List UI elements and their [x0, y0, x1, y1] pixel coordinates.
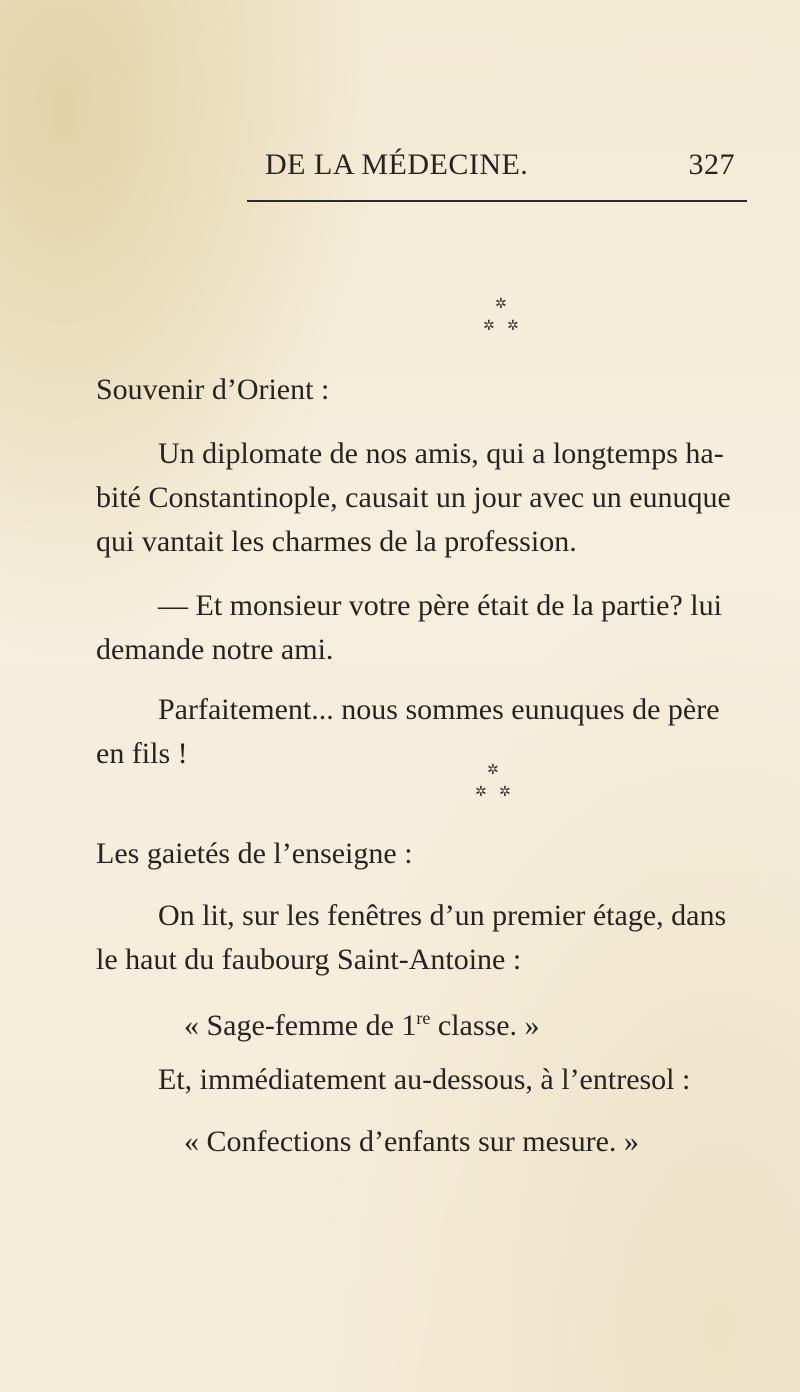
paragraph-line: Parfaitement... nous sommes eunuques de père [158, 693, 720, 726]
section-title: Souvenir d’Orient : [96, 373, 330, 406]
running-title: DE LA MÉDECINE. [265, 148, 529, 181]
section-title: Les gaietés de l’enseigne : [96, 837, 413, 870]
star-icon: ✲ [507, 319, 519, 334]
sign-quote: « Confections d’enfants sur mesure. » [184, 1125, 639, 1158]
paragraph-line: en fils ! [96, 737, 188, 770]
paragraph-line: — Et monsieur votre père était de la partie? lui [158, 589, 722, 622]
paragraph-line: Et, immédiatement au-dessous, à l’entresol : [158, 1063, 691, 1096]
star-icon: ✲ [475, 785, 487, 800]
paragraph-line: demande notre ami. [96, 633, 334, 666]
paragraph-line: le haut du faubourg Saint-Antoine : [96, 943, 522, 976]
asterism-ornament [473, 296, 533, 342]
paragraph-line: Un diplomate de nos amis, qui a longtemps ha- [158, 437, 724, 470]
star-icon: ✲ [483, 319, 495, 334]
star-icon: ✲ [499, 785, 511, 800]
sign-quote: « Sage-femme de 1re classe. » [184, 1008, 540, 1042]
star-icon: ✲ [495, 297, 507, 312]
paragraph-line: bité Constantinople, causait un jour avec un eunuque [96, 481, 731, 514]
header-rule [247, 200, 747, 202]
page-header [265, 148, 735, 188]
paragraph-line: qui vantait les charmes de la profession. [96, 525, 577, 558]
asterism-ornament [465, 762, 525, 808]
paragraph-line: On lit, sur les fenêtres d’un premier étage, dans [158, 899, 727, 932]
star-icon: ✲ [487, 763, 499, 778]
page-number: 327 [688, 148, 735, 181]
